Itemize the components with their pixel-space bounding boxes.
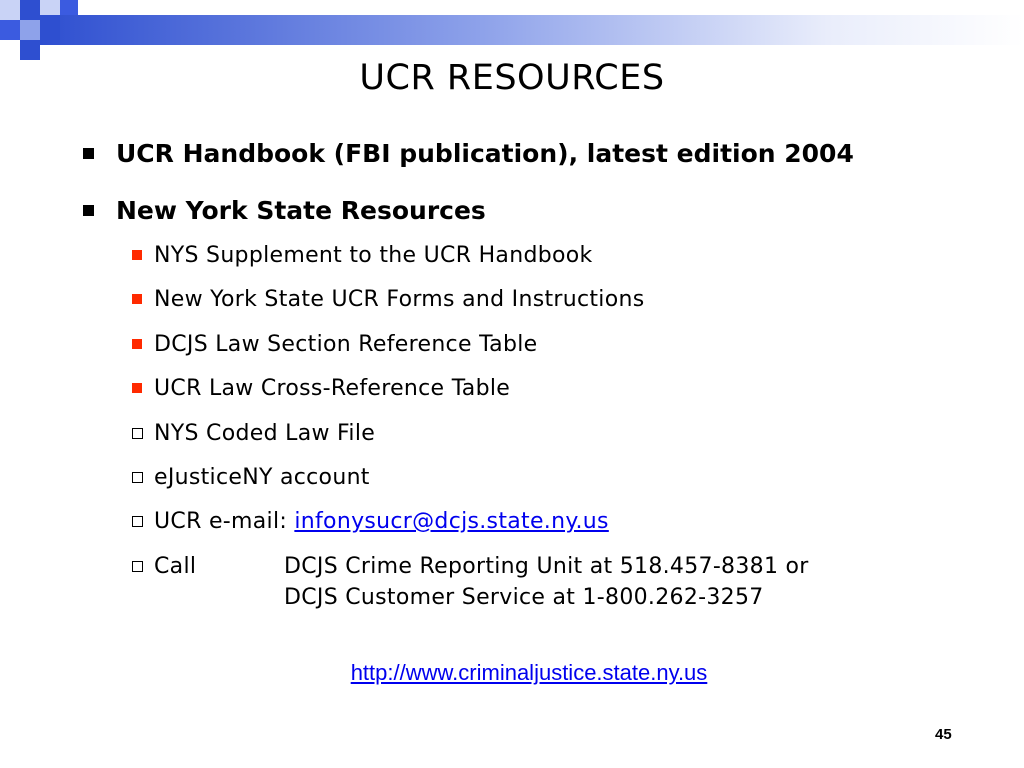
page-number: 45 [935, 726, 952, 743]
sub-bullet-forms-instructions [132, 287, 644, 312]
sub-bullet-cross-reference [132, 376, 510, 401]
sub-bullet-text: DCJS Law Section Reference Table [154, 332, 538, 357]
square-bullet-icon [83, 148, 94, 159]
footer-url-link[interactable]: http://www.criminaljustice.state.ny.us [350, 660, 708, 685]
bullet-item-ucr-handbook [83, 139, 854, 168]
bullet-text: UCR Handbook (FBI publication), latest edition 2004 [116, 139, 854, 168]
sub-bullet-ucr-email [132, 509, 609, 534]
email-label: UCR e-mail: [154, 509, 295, 534]
sub-bullet-text: UCR Law Cross-Reference Table [154, 376, 511, 401]
hollow-square-bullet-icon [132, 472, 143, 483]
hollow-square-bullet-icon [132, 561, 143, 572]
slide-title: UCR RESOURCES [359, 58, 665, 98]
corner-square-decoration [20, 40, 40, 60]
sub-bullet-coded-law-file [132, 421, 375, 446]
corner-square-decoration [40, 15, 60, 40]
corner-square-decoration [60, 0, 78, 15]
sub-bullet-law-section-table [132, 332, 537, 357]
sub-bullet-text: New York State UCR Forms and Instructions [154, 287, 645, 312]
hollow-square-bullet-icon [132, 428, 143, 439]
hollow-square-bullet-icon [132, 516, 143, 527]
email-link[interactable]: infonysucr@dcjs.state.ny.us [294, 509, 609, 534]
orange-square-bullet-icon [132, 250, 142, 260]
sub-bullet-call [132, 554, 196, 579]
sub-bullet-text: NYS Coded Law File [154, 421, 376, 446]
corner-square-decoration [20, 0, 40, 20]
sub-bullet-text: NYS Supplement to the UCR Handbook [154, 243, 593, 268]
corner-square-decoration [0, 0, 20, 20]
corner-square-decoration [20, 20, 40, 40]
header-gradient-band [40, 15, 1024, 45]
bullet-text: New York State Resources [116, 196, 486, 225]
orange-square-bullet-icon [132, 339, 142, 349]
sub-bullet-text: eJusticeNY account [154, 465, 370, 490]
corner-square-decoration [0, 20, 20, 40]
sub-bullet-nys-supplement [132, 243, 593, 268]
corner-square-decoration [40, 0, 60, 15]
bullet-item-nys-resources [83, 196, 486, 225]
orange-square-bullet-icon [132, 294, 142, 304]
square-bullet-icon [83, 205, 94, 216]
call-label: Call [154, 554, 197, 579]
orange-square-bullet-icon [132, 383, 142, 393]
sub-bullet-ejustice-account [132, 465, 370, 490]
call-line-customer-service: DCJS Customer Service at 1-800.262-3257 [284, 585, 764, 610]
footer-url-container [0, 660, 1024, 686]
call-line-crime-reporting: DCJS Crime Reporting Unit at 518.457-8381 or [284, 554, 809, 579]
